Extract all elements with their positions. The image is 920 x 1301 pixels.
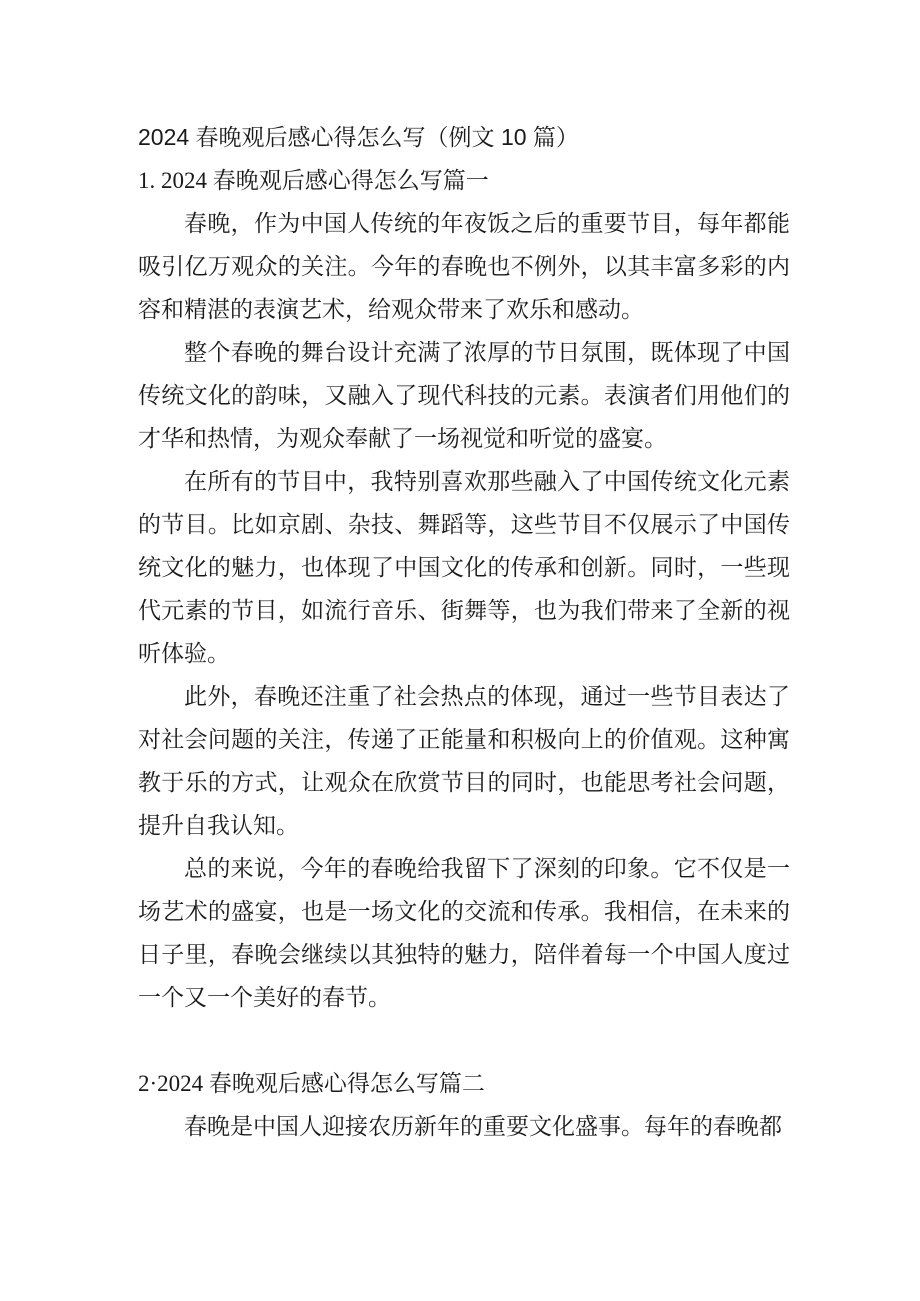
paragraph: 春晚，作为中国人传统的年夜饭之后的重要节目，每年都能吸引亿万观众的关注。今年的春晚也不例外，以其丰富多彩的内容和精湛的表演艺术，给观众带来了欢乐和感动。 [138,211,790,322]
document-title: 2024 春晚观后感心得怎么写（例文 10 篇） [138,124,579,150]
paragraph: 总的来说，今年的春晚给我留下了深刻的印象。它不仅是一场艺术的盛宴，也是一场文化的交流和传承。我相信，在未来的日子里，春晚会继续以其独特的魅力，陪伴着每一个中国人度过一个又一个美好的春节。 [138,856,790,1010]
section-2-heading: 2·2024 春晚观后感心得怎么写篇二 [138,1071,485,1096]
section-1-heading: 1. 2024 春晚观后感心得怎么写篇一 [138,168,489,193]
section-essay-2 [138,1062,790,1148]
paragraph: 春晚是中国人迎接农历新年的重要文化盛事。每年的春晚都 [184,1114,782,1139]
paragraph: 整个春晚的舞台设计充满了浓厚的节日氛围，既体现了中国传统文化的韵味，又融入了现代科技的元素。表演者们用他们的才华和热情，为观众奉献了一场视觉和听觉的盛宴。 [138,340,790,451]
blank-line [138,1019,790,1062]
section-essay-1 [138,159,790,1019]
paragraph: 此外，春晚还注重了社会热点的体现，通过一些节目表达了对社会问题的关注，传递了正能量和积极向上的价值观。这种寓教于乐的方式，让观众在欣赏节目的同时，也能思考社会问题，提升自我认知。 [138,684,790,838]
paragraph: 在所有的节目中，我特别喜欢那些融入了中国传统文化元素的节目。比如京剧、杂技、舞蹈等，这些节目不仅展示了中国传统文化的魅力，也体现了中国文化的传承和创新。同时，一些现代元素的节目，如流行音乐、街舞等，也为我们带来了全新的视听体验。 [138,469,790,666]
